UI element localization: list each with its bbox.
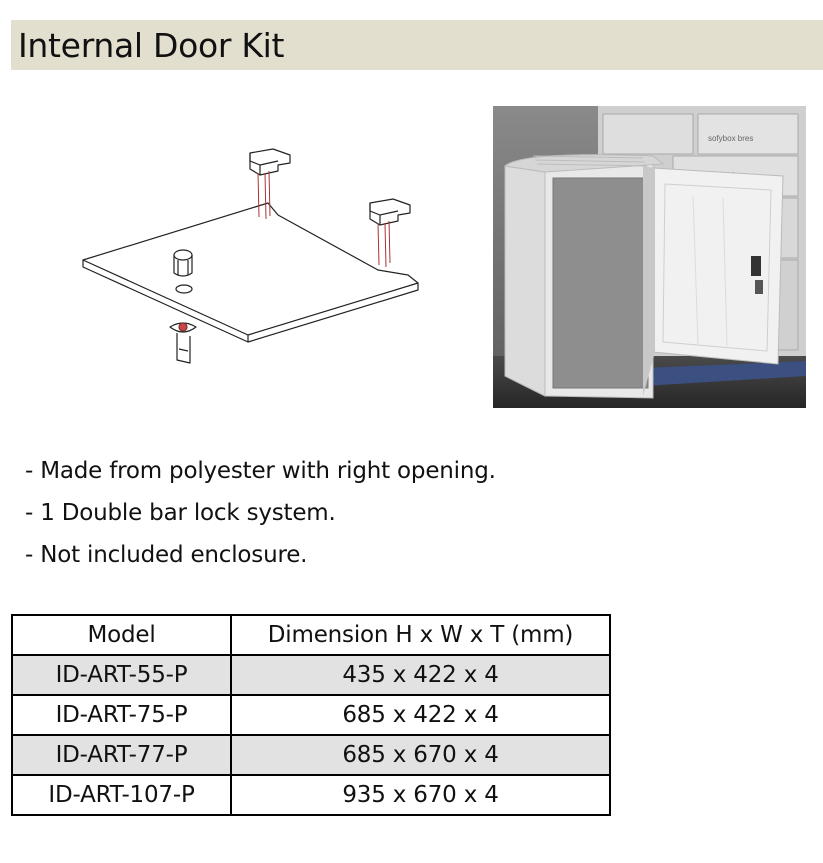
header-dimension: Dimension H x W x T (mm): [231, 615, 610, 655]
table-row: [12, 695, 610, 735]
dimension-cell: 685 x 670 x 4: [231, 735, 610, 775]
model-cell: ID-ART-77-P: [12, 735, 231, 775]
box-label: sofybox bres: [708, 134, 754, 143]
dimension-cell: 435 x 422 x 4: [231, 655, 610, 695]
page-title: Internal Door Kit: [18, 26, 285, 65]
feature-item: - 1 Double bar lock system.: [25, 500, 336, 526]
title-bar: [11, 20, 823, 70]
feature-item: - Made from polyester with right opening.: [25, 458, 496, 484]
product-photo: [493, 106, 806, 408]
model-cell: ID-ART-75-P: [12, 695, 231, 735]
feature-list: [25, 450, 496, 576]
table-row: [12, 775, 610, 815]
dimension-cell: 685 x 422 x 4: [231, 695, 610, 735]
door-kit-diagram: [78, 105, 428, 380]
table-row: [12, 735, 610, 775]
model-cell: ID-ART-107-P: [12, 775, 231, 815]
table-header-row: [12, 615, 610, 655]
header-model: Model: [12, 615, 231, 655]
table-row: [12, 655, 610, 695]
feature-item: - Not included enclosure.: [25, 542, 308, 568]
model-cell: ID-ART-55-P: [12, 655, 231, 695]
dimension-cell: 935 x 670 x 4: [231, 775, 610, 815]
dimensions-table: [11, 614, 611, 816]
